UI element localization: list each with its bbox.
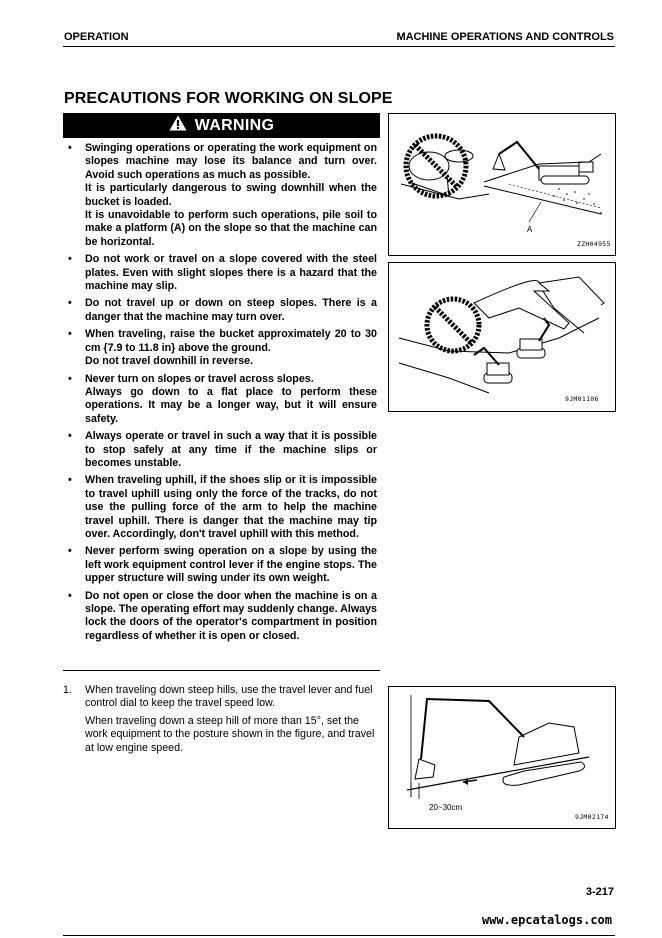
figure-downhill-posture bbox=[388, 686, 616, 829]
warning-text: Never turn on slopes or travel across slopes. bbox=[85, 372, 314, 385]
list-item bbox=[63, 142, 377, 249]
excavator-platform-illustration bbox=[389, 114, 615, 255]
warning-text: When traveling uphill, if the shoes slip or it is impossible to travel uphill using only the force of the tracks, do not use the pulling force of the arm to help the machine travel uphill. There is danger that the machine may tip over. Accordingly, don't travel uphill with this method. bbox=[85, 474, 377, 540]
figure-swing-on-slope bbox=[388, 113, 616, 256]
warning-text: It is particularly dangerous to swing downhill when the bucket is loaded. bbox=[85, 182, 377, 208]
warning-text: When traveling, raise the bucket approximately 20 to 30 cm {7.9 to 11.8 in} above the ground. bbox=[85, 328, 377, 354]
prohibited-icon bbox=[427, 299, 479, 351]
watermark-link[interactable]: www.epcatalogs.com bbox=[481, 913, 612, 927]
bullet-icon: • bbox=[68, 589, 72, 602]
platform-label: A bbox=[527, 225, 533, 234]
page-number: 3-217 bbox=[585, 886, 614, 898]
bullet-icon: • bbox=[68, 297, 72, 310]
bullet-icon: • bbox=[68, 474, 72, 487]
dimension-label: 20~30cm bbox=[429, 803, 463, 812]
bullet-icon: • bbox=[68, 253, 72, 266]
warning-text: Always operate or travel in such a way that it is possible to stop safely at any time if the machine slips or becomes unstable. bbox=[85, 430, 377, 469]
bullet-icon: • bbox=[68, 430, 72, 443]
warning-text: Swinging operations or operating the work equipment on slopes machine may lose its balance and turn over. Avoid such operations as much as possible. bbox=[85, 142, 377, 181]
list-item bbox=[63, 590, 377, 644]
warning-list bbox=[63, 142, 377, 647]
footer-rule bbox=[63, 935, 615, 936]
header-rule bbox=[63, 46, 615, 47]
figure-code: 9JM02174 bbox=[575, 813, 609, 821]
list-item bbox=[63, 474, 377, 541]
warning-text: It is unavoidable to perform such operations, pile soil to make a platform (A) on the slope so that the machine can be horizontal. bbox=[85, 209, 377, 248]
warning-end-rule bbox=[63, 670, 380, 671]
bullet-icon: • bbox=[68, 545, 72, 558]
warning-text: Do not open or close the door when the machine is on a slope. The operating effort may suddenly change. Always lock the doors of the operator's compartment in position regardless of whether it is open or closed. bbox=[85, 589, 377, 642]
bullet-icon: • bbox=[68, 372, 72, 385]
warning-banner bbox=[63, 113, 380, 138]
list-item bbox=[63, 430, 377, 470]
warning-text: Do not travel up or down on steep slopes. There is a danger that the machine may turn over. bbox=[85, 297, 377, 323]
warning-text: Do not work or travel on a slope covered with the steel plates. Even with slight slopes there is a hazard that the machine may slip. bbox=[85, 253, 377, 293]
warning-text: Never perform swing operation on a slope by using the left work equipment control lever if the engine stops. The upper structure will swing under its own weight. bbox=[85, 545, 377, 585]
list-item bbox=[63, 373, 377, 427]
prohibited-icon bbox=[406, 136, 466, 196]
step-number: 1. bbox=[63, 684, 72, 696]
list-item bbox=[63, 253, 377, 293]
list-item bbox=[63, 328, 377, 368]
excavator-downhill-illustration bbox=[389, 687, 615, 828]
figure-code: 9JM01106 bbox=[565, 395, 599, 403]
step-1 bbox=[63, 684, 377, 759]
bullet-icon: • bbox=[68, 142, 72, 154]
warning-label: WARNING bbox=[194, 116, 275, 134]
header-section: OPERATION bbox=[64, 31, 129, 43]
figure-code: ZZH04955 bbox=[577, 240, 611, 248]
excavator-turn-illustration bbox=[389, 263, 615, 411]
warning-triangle-icon bbox=[169, 115, 187, 136]
list-item bbox=[63, 545, 377, 585]
list-item bbox=[63, 297, 377, 324]
step-text: When traveling down steep hills, use the travel lever and fuel control dial to keep the travel speed low. bbox=[85, 684, 373, 710]
page-title: PRECAUTIONS FOR WORKING ON SLOPE bbox=[64, 90, 393, 107]
bullet-icon: • bbox=[68, 328, 72, 341]
header-chapter: MACHINE OPERATIONS AND CONTROLS bbox=[396, 31, 614, 43]
step-text: When traveling down a steep hill of more than 15°, set the work equipment to the posture shown in the figure, and travel at low engine speed. bbox=[85, 714, 375, 754]
figure-turn-on-slope bbox=[388, 262, 616, 412]
warning-text: Do not travel downhill in reverse. bbox=[85, 355, 254, 368]
warning-text: Always go down to a flat place to perform these operations. It may be a longer way, but it will ensure safety. bbox=[85, 385, 377, 425]
